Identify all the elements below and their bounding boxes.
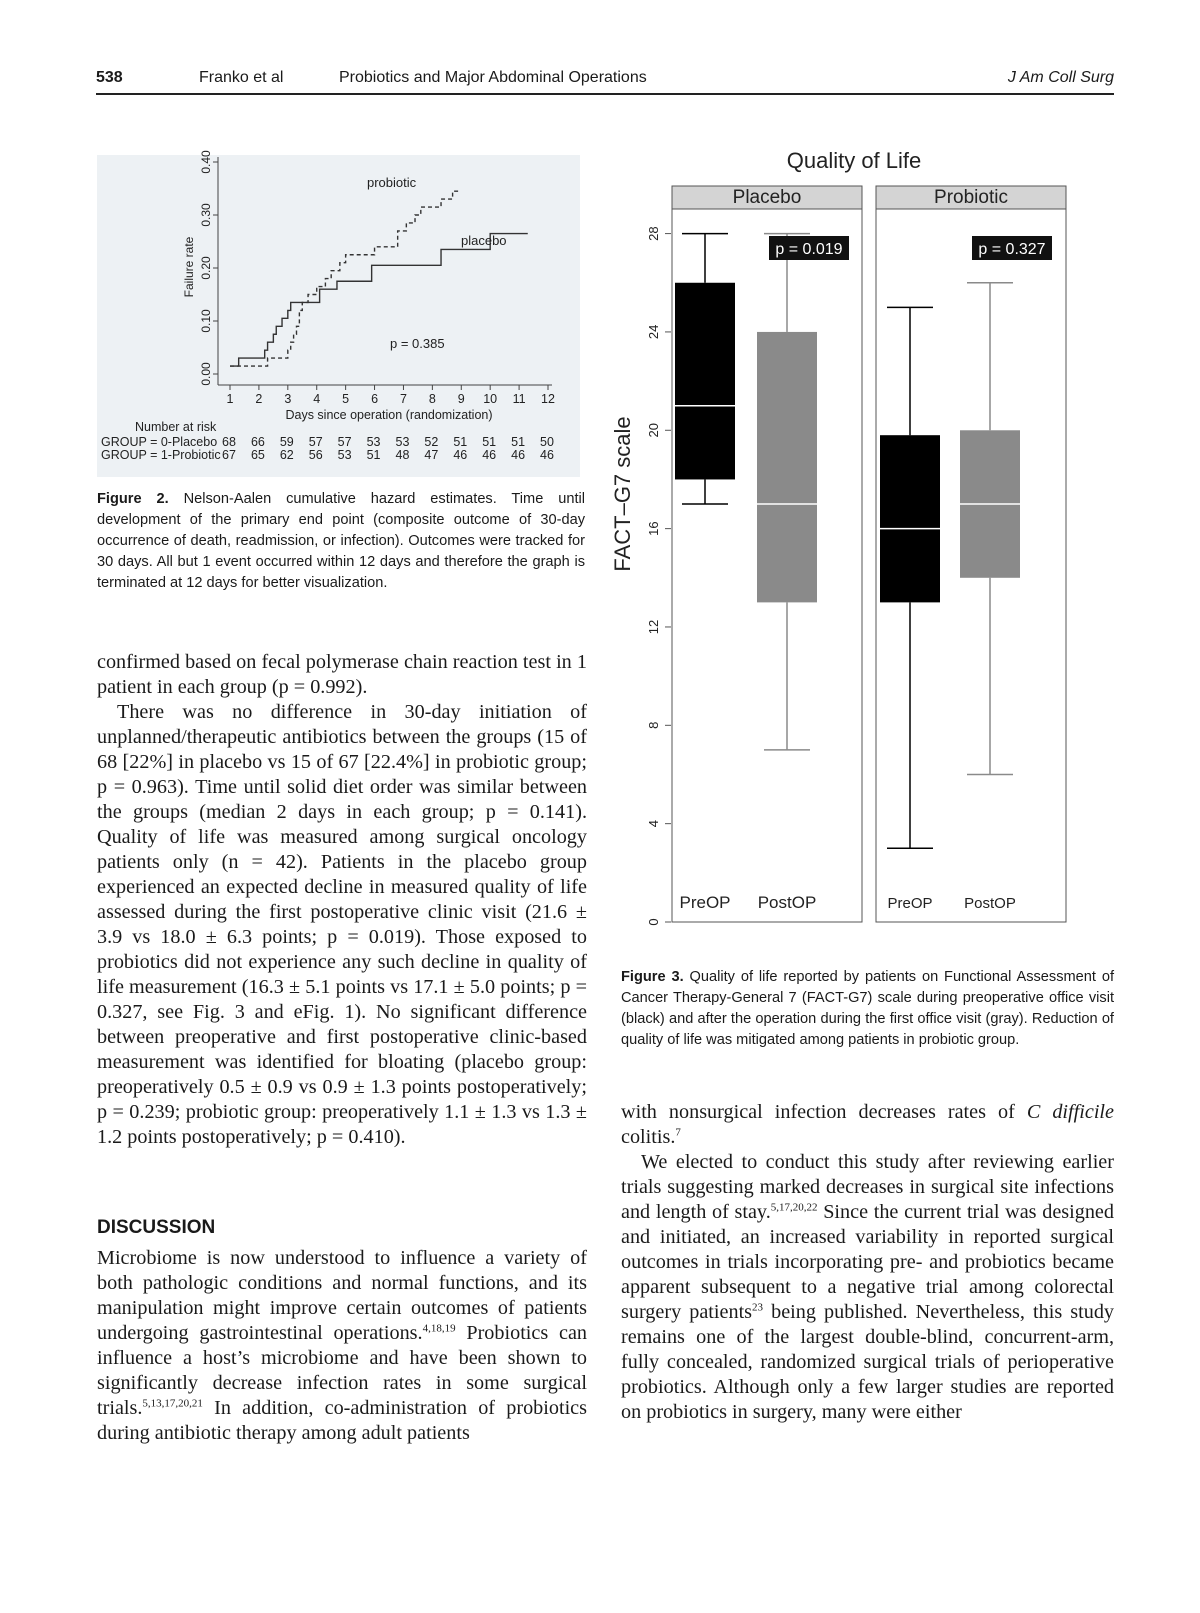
fig3-y-tick-label: 16	[646, 521, 661, 536]
fig3-box-preop	[880, 435, 940, 602]
fig3-y-tick-label: 28	[646, 226, 661, 241]
fig2-x-tick-label: 5	[342, 392, 350, 406]
figure-2-caption	[97, 489, 585, 594]
fig3-panels	[672, 186, 1066, 922]
fig2-y-tick-label: 0.30	[199, 203, 213, 227]
fig3-y-tick-label: 12	[646, 619, 661, 635]
fig2-x-tick-label: 6	[371, 392, 379, 406]
fig2-lines	[230, 191, 528, 366]
header-journal: J Am Coll Surg	[1007, 69, 1114, 86]
fig2-risk-value: 48	[395, 448, 410, 462]
reference-superscript: 4,18,19	[422, 1322, 456, 1335]
fig3-y-tick-label: 24	[646, 324, 661, 340]
fig2-x-tick-label: 12	[541, 392, 555, 406]
fig2-placebo-label: placebo	[461, 233, 507, 248]
fig3-box-label: PostOP	[964, 895, 1016, 912]
italic-organism-name: C difficile	[1026, 1101, 1114, 1123]
fig2-x-axis-label: Days since operation (randomization)	[285, 408, 493, 422]
figure-2-caption-label: Figure 2.	[97, 491, 169, 507]
fig2-risk-table-title: Number at risk	[135, 420, 217, 434]
fig2-risk-value: 46	[482, 448, 497, 462]
fig2-risk-value: 67	[222, 448, 236, 462]
figure-2-caption-text: Nelson-Aalen cumulative hazard estimates. Time until development of the primary end point (composite outcome of 30-day occurrence of death, readmission, or infection). Outcomes were tracked for 30 days. All but 1 event occurred within 12 days and therefore the graph is terminated at 12 days for better visualization.	[97, 491, 585, 591]
fig3-y-tick-label: 0	[646, 918, 661, 926]
figure-3-caption	[621, 967, 1114, 1051]
fig2-x-tick-label: 7	[399, 392, 407, 406]
fig3-y-axis	[646, 226, 671, 925]
fig2-risk-value: 46	[511, 448, 526, 462]
paragraph: confirmed based on fecal polymerase chain reaction test in 1 patient in each group (p = 0.992).	[97, 651, 587, 698]
fig3-panel-title: Placebo	[732, 187, 802, 208]
fig3-y-axis-label: FACT–G7 scale	[610, 416, 635, 572]
text-run: In addition, co-administration of probiotics during antibiotic therapy among adult patients	[97, 1397, 587, 1444]
reference-superscript: 7	[675, 1126, 681, 1139]
fig2-risk-value: 51	[482, 435, 497, 449]
running-header	[96, 67, 1114, 95]
fig3-y-tick-label: 8	[646, 721, 661, 729]
page-number: 538	[96, 69, 123, 86]
fig2-probiotic-label: probiotic	[367, 175, 417, 190]
fig2-risk-value: 51	[453, 435, 468, 449]
figure-2-svg	[97, 150, 580, 477]
fig2-y-axis-label: Failure rate	[182, 236, 196, 298]
fig3-y-tick-label: 4	[646, 820, 661, 828]
fig2-risk-value: 46	[453, 448, 468, 462]
figure-3-box-plot	[610, 148, 1116, 955]
fig3-panel-placebo	[672, 186, 862, 922]
text-run: Probiotics can influence a host’s microbiome and have been shown to significantly decrease infection rates in some surgical trials.	[97, 1322, 587, 1419]
fig2-risk-value: 68	[222, 435, 236, 449]
fig2-y-tick-label: 0.20	[199, 256, 213, 280]
fig2-risk-value: 65	[250, 448, 265, 462]
fig3-box-preop	[675, 283, 735, 480]
fig2-risk-value: 53	[395, 435, 410, 449]
fig2-risk-value: 57	[337, 435, 352, 449]
fig2-risk-table	[101, 435, 554, 462]
figure-3-caption-label: Figure 3.	[621, 969, 684, 985]
fig2-series-placebo	[230, 234, 528, 366]
text-run: with nonsurgical infection decreases rates of	[621, 1101, 1027, 1123]
reference-superscript: 5,17,20,22	[770, 1201, 818, 1214]
fig2-risk-value: 51	[511, 435, 526, 449]
fig2-risk-value: 51	[366, 448, 381, 462]
header-title: Probiotics and Major Abdominal Operations	[339, 69, 647, 86]
fig2-risk-value: 59	[279, 435, 294, 449]
text-run: being published. Nevertheless, this study remains one of the largest double-blind, concurrent-arm, fully concealed, randomized surgical trials of perioperative probiotics. Although only a few larger studies are reported on probiotics in surgery, many were either	[621, 1301, 1115, 1423]
fig3-title: Quality of Life	[786, 148, 922, 173]
fig3-panel-title: Probiotic	[934, 187, 1008, 208]
fig2-risk-value: 47	[424, 448, 439, 462]
header-authors: Franko et al	[199, 69, 284, 86]
fig3-p-value: p = 0.327	[978, 241, 1046, 258]
fig2-risk-value: 46	[540, 448, 554, 462]
reference-superscript: 5,13,17,20,21	[142, 1397, 203, 1410]
fig2-risk-value: 56	[308, 448, 323, 462]
fig2-x-tick-label: 4	[313, 392, 321, 406]
fig2-risk-value: 66	[250, 435, 265, 449]
text-run: Since the current trial was designed and initiated, an increased variability in reported surgical outcomes in trials incorporating pre- and probiotics became apparent subsequent to a negative trial among colorectal surgery patients	[621, 1201, 1114, 1323]
fig2-x-tick-label: 3	[284, 392, 292, 406]
fig2-risk-value: 62	[279, 448, 294, 462]
fig2-x-tick-label: 1	[226, 392, 234, 406]
figure-3-svg	[610, 148, 1116, 955]
left-column-discussion-text	[97, 1246, 587, 1446]
fig3-box-postop	[757, 332, 817, 602]
fig2-risk-value: 52	[424, 435, 439, 449]
text-run: colitis.	[621, 1126, 676, 1148]
fig2-p-value: p = 0.385	[390, 336, 445, 351]
fig3-box-label: PreOP	[887, 895, 933, 912]
fig2-x-tick-label: 8	[428, 392, 436, 406]
fig2-risk-value: 50	[540, 435, 554, 449]
fig2-x-tick-label: 10	[483, 392, 498, 406]
fig2-risk-value: 53	[366, 435, 381, 449]
paragraph	[97, 1246, 587, 1446]
fig2-x-tick-label: 9	[457, 392, 465, 406]
text-run: We elected to conduct this study after reviewing earlier trials suggesting marked decreases in surgical site infections and length of stay.	[621, 1151, 1114, 1223]
text-run: Microbiome is now understood to influence a variety of both pathologic conditions and normal functions, and its manipulation might improve certain outcomes of patients undergoing gastrointestinal operations.	[97, 1247, 587, 1344]
right-column-text	[621, 1100, 1114, 1425]
paragraph: There was no difference in 30-day initiation of unplanned/therapeutic antibiotics between the groups (15 of 68 [22%] in placebo vs 15 of 67 [22.4%] in probiotic group; p = 0.963). Time until solid diet order was similar between the groups (median 2 days in each group; p = 0.141). Quality of life was measured among surgical oncology patients only (n = 42). Patients in the placebo group experienced an expected decline in measured quality of life assessed during the first postoperative clinic visit (21.6 ± 3.9 vs 18.0 ± 6.3 points; p = 0.019). Those exposed to probiotics did not experience any such decline in quality of life measurement (16.3 ± 5.1 points vs 17.1 ± 5.0 points; p = 0.327, see Fig. 3 and eFig. 1). No significant difference between preoperative and first postoperative clinic-based measurement was identified for bloating (placebo group: preoperatively 0.5 ± 0.9 vs 0.9 ± 1.3 points postoperatively; p = 0.239; probiotic group: preoperatively 1.1 ± 1.3 vs 1.3 ± 1.2 points postoperatively; p = 0.410).	[97, 701, 587, 1148]
figure-3-caption-text: Quality of life reported by patients on Functional Assessment of Cancer Therapy-General 7 (FACT-G7) scale during preoperative office visit (black) and after the operation during the first office visit (gray). Reduction of quality of life was mitigated among patients in probiotic group.	[621, 969, 1114, 1048]
fig2-y-tick-label: 0.10	[199, 309, 213, 333]
fig3-box-label: PostOP	[757, 893, 817, 912]
paragraph	[621, 1100, 1114, 1150]
fig2-x-tick-label: 2	[255, 392, 263, 406]
paragraph	[621, 1150, 1114, 1425]
left-column-results-text	[97, 650, 587, 1150]
discussion-heading: DISCUSSION	[97, 1217, 216, 1238]
fig2-risk-row-label: GROUP = 1-Probiotic	[101, 448, 221, 462]
fig2-risk-value: 53	[337, 448, 352, 462]
fig3-y-tick-label: 20	[646, 423, 661, 438]
fig3-p-value: p = 0.019	[775, 241, 843, 258]
figure-2-hazard-chart	[97, 150, 580, 477]
fig3-box-label: PreOP	[679, 893, 731, 912]
fig3-panel-probiotic	[876, 186, 1066, 922]
fig2-y-tick-label: 0.40	[199, 150, 213, 174]
fig2-risk-row-label: GROUP = 0-Placebo	[101, 435, 218, 449]
fig2-x-tick-label: 11	[512, 392, 526, 406]
reference-superscript: 23	[752, 1301, 764, 1314]
fig2-y-tick-label: 0.00	[199, 362, 213, 386]
fig2-risk-value: 57	[308, 435, 323, 449]
